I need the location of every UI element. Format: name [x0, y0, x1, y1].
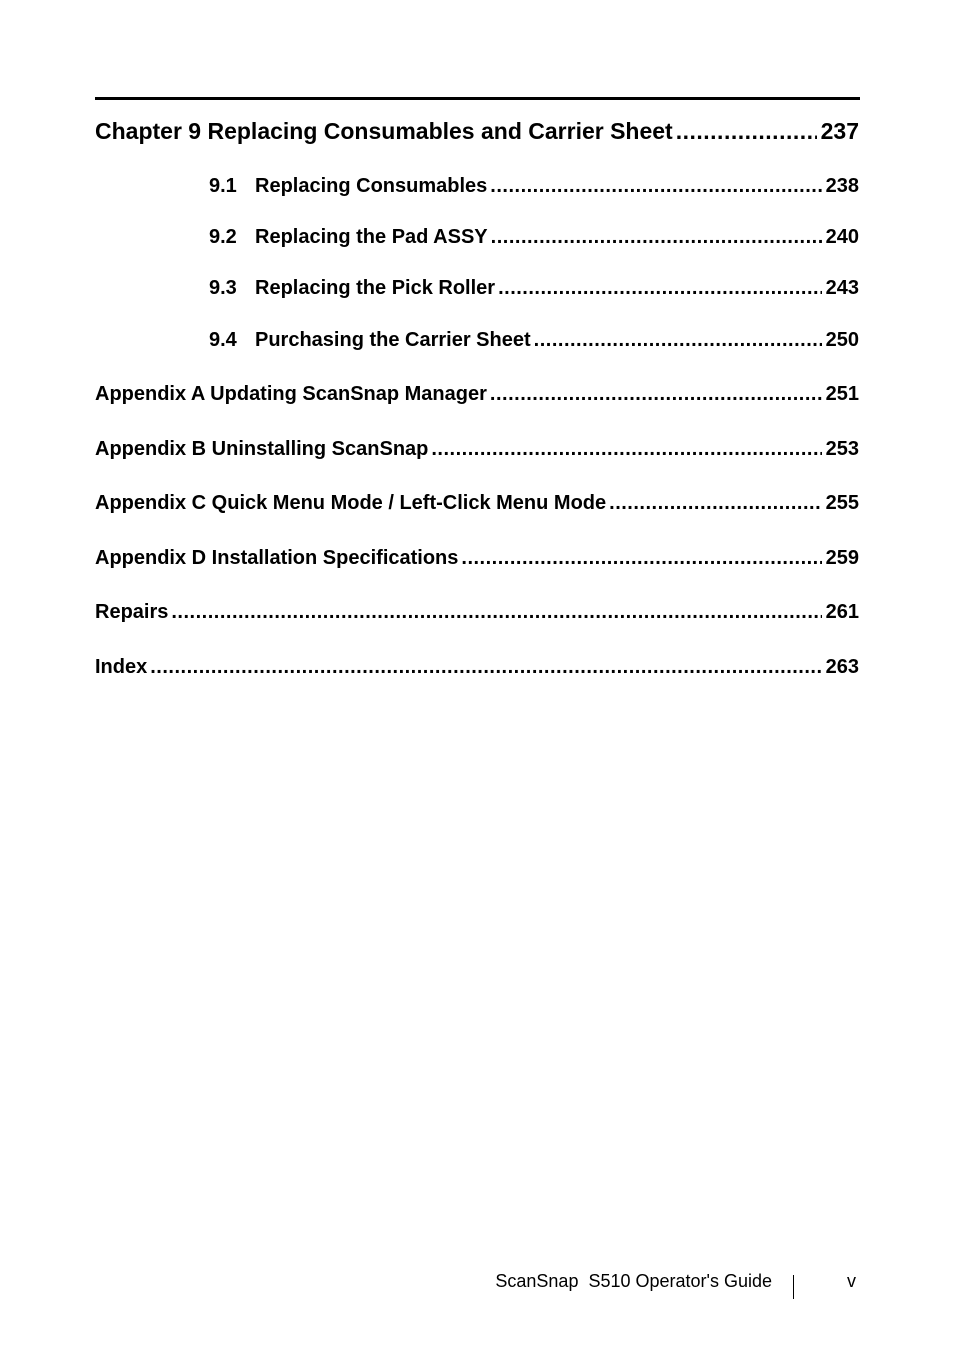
toc-entry-title: Appendix C Quick Menu Mode / Left-Click Menu Mode	[95, 492, 607, 514]
page-footer	[0, 1271, 954, 1301]
toc-section-9-2[interactable]	[209, 226, 859, 249]
toc-entry-page: 251	[825, 383, 859, 405]
toc-appendix-d[interactable]	[95, 547, 859, 570]
toc-leader	[609, 492, 821, 515]
toc-index[interactable]	[95, 656, 859, 679]
toc-appendix-c[interactable]	[95, 492, 859, 515]
toc-entry-title: Appendix A Updating ScanSnap Manager	[95, 383, 487, 405]
toc-chapter-9[interactable]	[95, 118, 859, 145]
toc-section-page: 243	[825, 277, 859, 299]
toc-section-title: Replacing Consumables	[255, 175, 488, 197]
toc-entry-title: Appendix B Uninstalling ScanSnap	[95, 438, 429, 460]
toc-leader	[150, 656, 821, 679]
toc-entry-page: 263	[825, 656, 859, 678]
toc-appendix-b[interactable]	[95, 438, 859, 461]
toc-appendix-a[interactable]	[95, 383, 859, 406]
toc-leader	[490, 383, 822, 406]
toc-entry-page: 261	[825, 601, 859, 623]
toc-section-number: 9.1	[209, 175, 237, 197]
toc-section-page: 238	[825, 175, 859, 197]
toc-section-number: 9.4	[209, 329, 237, 351]
toc-section-page: 240	[825, 226, 859, 248]
toc-section-title: Replacing the Pick Roller	[255, 277, 496, 299]
toc-leader	[534, 329, 822, 352]
toc-entry-page: 255	[825, 492, 859, 514]
toc-repairs[interactable]	[95, 601, 859, 624]
toc-leader	[491, 226, 822, 249]
toc-section-9-1[interactable]	[209, 175, 859, 198]
toc-leader	[498, 277, 822, 300]
toc-leader	[431, 438, 821, 461]
toc-section-title: Purchasing the Carrier Sheet	[255, 329, 531, 351]
toc-section-page: 250	[825, 329, 859, 351]
toc-entry-page: 253	[825, 438, 859, 460]
toc-section-number: 9.2	[209, 226, 237, 248]
toc-entry-title: Repairs	[95, 601, 169, 623]
toc-chapter-page: 237	[820, 118, 859, 144]
toc-entry-page: 259	[825, 547, 859, 569]
toc-leader	[490, 175, 821, 198]
toc-section-9-4[interactable]	[209, 329, 859, 352]
toc-chapter-title: Chapter 9 Replacing Consumables and Carrier Sheet	[95, 118, 673, 144]
toc-leader	[676, 118, 817, 145]
footer-separator	[793, 1275, 794, 1299]
toc-entry-title: Appendix D Installation Specifications	[95, 547, 459, 569]
toc-section-9-3[interactable]	[209, 277, 859, 300]
footer-guide-title: ScanSnap S510 Operator's Guide	[495, 1271, 772, 1291]
toc-entry-title: Index	[95, 656, 148, 678]
top-rule	[95, 97, 860, 100]
toc-section-number: 9.3	[209, 277, 237, 299]
footer-page-number: v	[847, 1271, 856, 1291]
toc-leader	[461, 547, 821, 570]
toc-section-title: Replacing the Pad ASSY	[255, 226, 488, 248]
toc-leader	[171, 601, 821, 624]
